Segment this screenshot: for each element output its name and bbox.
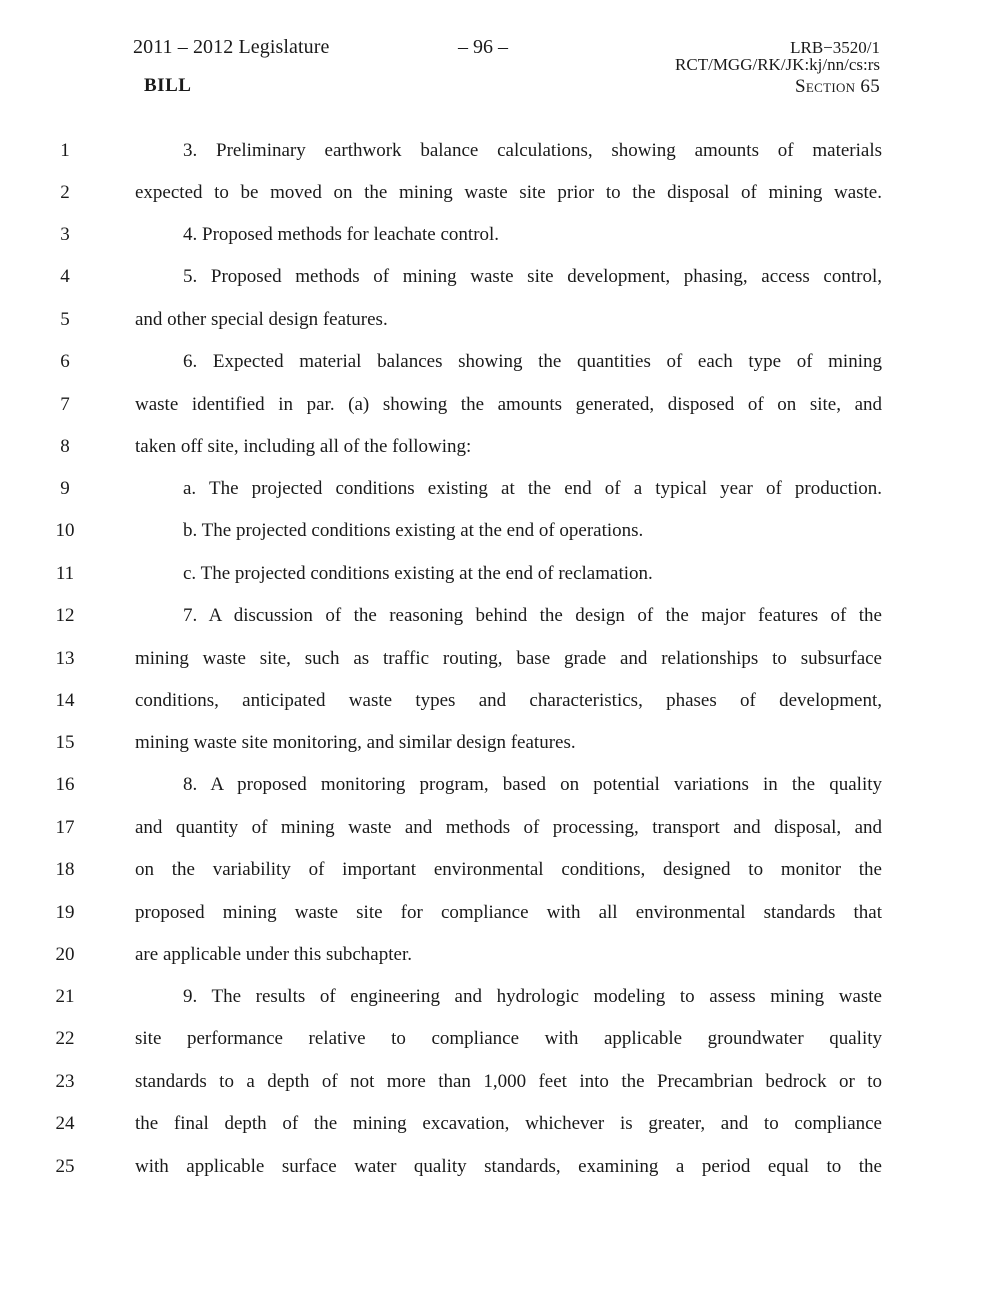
text-line [0, 1028, 1000, 1058]
line-number: 9 [60, 478, 70, 499]
text-line [0, 182, 1000, 212]
legislature-label: 2011 – 2012 Legislature [133, 36, 330, 58]
line-number: 21 [55, 986, 75, 1007]
text-line [0, 140, 1000, 170]
text-line [0, 732, 1000, 762]
text-line [0, 394, 1000, 424]
document-type: BILL [144, 75, 192, 96]
line-number: 8 [60, 436, 70, 457]
lrb-number: LRB−3520/1 [790, 38, 880, 57]
line-number: 18 [55, 859, 75, 880]
section-label: Section 65 [795, 76, 880, 97]
text-line [0, 605, 1000, 635]
line-text: taken off site, including all of the following: [135, 436, 472, 457]
line-text: a. The projected conditions existing at the end of a typical year of production. [183, 478, 882, 499]
line-number: 5 [60, 309, 70, 330]
text-line [0, 1071, 1000, 1101]
line-text: and other special design features. [135, 309, 388, 330]
line-number: 15 [55, 732, 75, 753]
text-line [0, 986, 1000, 1016]
text-line [0, 563, 1000, 593]
line-number: 12 [55, 605, 75, 626]
line-number: 16 [55, 774, 75, 795]
line-text: b. The projected conditions existing at the end of operations. [183, 520, 644, 541]
text-line [0, 520, 1000, 550]
text-line [0, 944, 1000, 974]
text-line [0, 478, 1000, 508]
line-number: 20 [55, 944, 75, 965]
line-text: 8. A proposed monitoring program, based on potential variations in the quality [183, 774, 882, 795]
line-text: on the variability of important environmental conditions, designed to monitor the [135, 859, 882, 880]
line-number: 4 [60, 266, 70, 287]
line-text: waste identified in par. (a) showing the amounts generated, disposed of on site, and [135, 394, 882, 415]
line-number: 25 [55, 1156, 75, 1177]
line-number: 13 [55, 648, 75, 669]
line-number: 10 [55, 520, 75, 541]
text-line [0, 902, 1000, 932]
line-number: 2 [60, 182, 70, 203]
line-text: 4. Proposed methods for leachate control. [183, 224, 500, 245]
line-number: 17 [55, 817, 75, 838]
text-line [0, 859, 1000, 889]
text-line [0, 1156, 1000, 1186]
line-text: 6. Expected material balances showing the quantities of each type of mining [183, 351, 882, 372]
line-number: 24 [55, 1113, 75, 1134]
line-number: 22 [55, 1028, 75, 1049]
line-text: mining waste site monitoring, and similar design features. [135, 732, 576, 753]
line-text: the final depth of the mining excavation, whichever is greater, and to compliance [135, 1113, 882, 1134]
text-line [0, 309, 1000, 339]
line-number: 11 [55, 563, 75, 584]
line-text: are applicable under this subchapter. [135, 944, 412, 965]
line-number: 19 [55, 902, 75, 923]
line-text: site performance relative to compliance with applicable groundwater quality [135, 1028, 882, 1049]
line-number: 3 [60, 224, 70, 245]
line-number: 14 [55, 690, 75, 711]
line-text: standards to a depth of not more than 1,000 feet into the Precambrian bedrock or to [135, 1071, 882, 1092]
line-text: 7. A discussion of the reasoning behind the design of the major features of the [183, 605, 882, 626]
text-line [0, 817, 1000, 847]
line-text: 9. The results of engineering and hydrologic modeling to assess mining waste [183, 986, 882, 1007]
line-text: proposed mining waste site for compliance with all environmental standards that [135, 902, 882, 923]
line-text: c. The projected conditions existing at the end of reclamation. [183, 563, 653, 584]
text-line [0, 266, 1000, 296]
text-line [0, 436, 1000, 466]
line-number: 23 [55, 1071, 75, 1092]
line-number: 1 [60, 140, 70, 161]
line-text: 3. Preliminary earthwork balance calculations, showing amounts of materials [183, 140, 882, 161]
page-number: – 96 – [458, 36, 508, 58]
line-number: 7 [60, 394, 70, 415]
line-text: 5. Proposed methods of mining waste site development, phasing, access control, [183, 266, 882, 287]
line-text: conditions, anticipated waste types and characteristics, phases of development, [135, 690, 882, 711]
text-line [0, 774, 1000, 804]
text-line [0, 690, 1000, 720]
line-number: 6 [60, 351, 70, 372]
line-text: mining waste site, such as traffic routing, base grade and relationships to subsurface [135, 648, 882, 669]
drafter-codes: RCT/MGG/RK/JK:kj/nn/cs:rs [675, 55, 880, 74]
text-line [0, 648, 1000, 678]
line-text: expected to be moved on the mining waste site prior to the disposal of mining waste. [135, 182, 882, 203]
text-line [0, 351, 1000, 381]
text-line [0, 1113, 1000, 1143]
line-text: and quantity of mining waste and methods of processing, transport and disposal, and [135, 817, 882, 838]
line-text: with applicable surface water quality standards, examining a period equal to the [135, 1156, 882, 1177]
text-line [0, 224, 1000, 254]
